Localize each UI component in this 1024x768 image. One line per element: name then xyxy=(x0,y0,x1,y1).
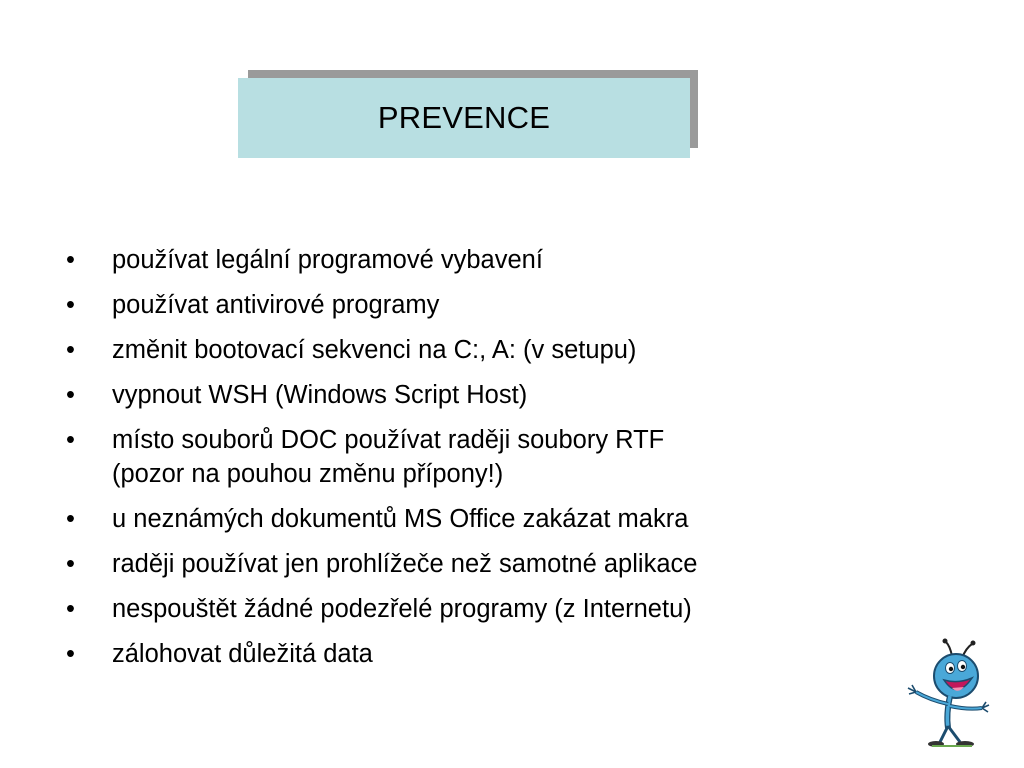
bullet-item: • změnit bootovací sekvenci na C:, A: (v setupu) xyxy=(60,333,940,367)
bullet-item: • u neznámých dokumentů MS Office zakázat makra xyxy=(60,502,940,536)
bullet-item: • místo souborů DOC používat raději soubory RTF (pozor na pouhou změnu přípony!) xyxy=(60,423,940,491)
title-panel xyxy=(238,78,690,158)
bullet-item: • zálohovat důležitá data xyxy=(60,637,940,671)
bullet-item: • nespouštět žádné podezřelé programy (z Internetu) xyxy=(60,592,940,626)
bullet-item: • používat antivirové programy xyxy=(60,288,940,322)
bullet-list xyxy=(60,243,940,682)
bullet-item: • raději používat jen prohlížeče než samotné aplikace xyxy=(60,547,940,581)
cartoon-creature-icon xyxy=(900,638,990,748)
title-box xyxy=(238,70,698,158)
bullet-item: • vypnout WSH (Windows Script Host) xyxy=(60,378,940,412)
slide-title: PREVENCE xyxy=(377,100,551,135)
bullet-item: • používat legální programové vybavení xyxy=(60,243,940,277)
